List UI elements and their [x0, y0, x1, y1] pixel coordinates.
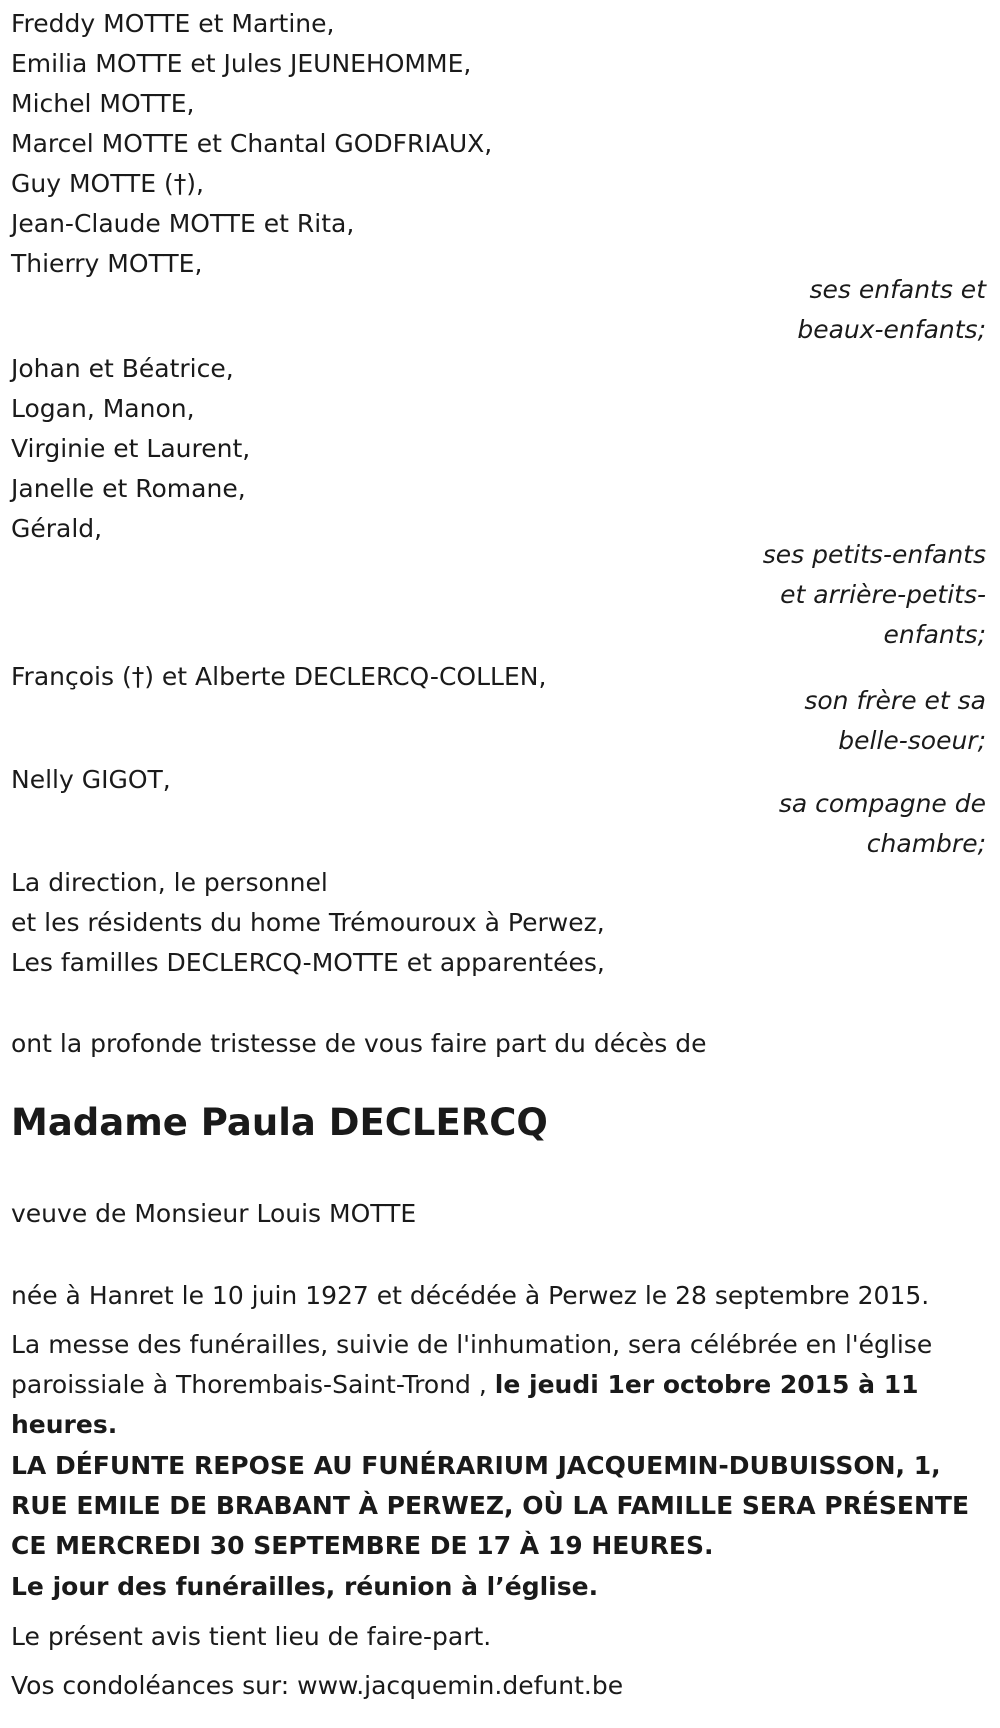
relation-line: ses enfants et: [809, 275, 986, 304]
relation-line: beaux-enfants;: [797, 315, 986, 344]
deceased-name: Madame Paula DECLERCQ: [11, 1101, 548, 1144]
list-item: Les familles DECLERCQ-MOTTE et apparentées,: [11, 948, 605, 977]
relation-line: ses petits-enfants: [762, 540, 986, 569]
grandchildren-list: [11, 349, 891, 549]
list-item: Emilia MOTTE et Jules JEUNEHOMME,: [11, 49, 472, 78]
list-item: Jean-Claude MOTTE et Rita,: [11, 209, 355, 238]
list-item: Thierry MOTTE,: [11, 249, 203, 278]
list-item: Johan et Béatrice,: [11, 354, 234, 383]
roommate-relation: [666, 784, 986, 864]
list-item: Marcel MOTTE et Chantal GODFRIAUX,: [11, 129, 493, 158]
list-item: François (†) et Alberte DECLERCQ-COLLEN,: [11, 662, 547, 691]
birth-death-text: née à Hanret le 10 juin 1927 et décédée à Perwez le 28 septembre 2015.: [11, 1281, 930, 1310]
grandchildren-relation: [666, 535, 986, 655]
list-item: Michel MOTTE,: [11, 89, 195, 118]
funeral-text: [11, 1325, 986, 1445]
relation-line: chambre;: [866, 829, 986, 858]
list-item: La direction, le personnel: [11, 868, 328, 897]
funeral-date: le jeudi 1er octobre 2015 à 11 heures.: [11, 1370, 919, 1439]
list-item: Virginie et Laurent,: [11, 434, 251, 463]
siblings-relation: [666, 681, 986, 761]
relation-line: son frère et sa: [804, 686, 986, 715]
notice-text: Le présent avis tient lieu de faire-part.: [11, 1622, 492, 1651]
others-list: [11, 863, 891, 983]
condolences-text: Vos condoléances sur: www.jacquemin.defunt.be: [11, 1671, 624, 1700]
meeting-text: Le jour des funérailles, réunion à l’église.: [11, 1572, 599, 1601]
widow-of-text: veuve de Monsieur Louis MOTTE: [11, 1199, 417, 1228]
children-list: [11, 4, 891, 284]
list-item: Janelle et Romane,: [11, 474, 246, 503]
relation-line: sa compagne de: [778, 789, 986, 818]
list-item: et les résidents du home Trémouroux à Perwez,: [11, 908, 605, 937]
announcement-text: ont la profonde tristesse de vous faire part du décès de: [11, 1029, 707, 1058]
relation-line: enfants;: [883, 620, 986, 649]
viewing-text: LA DÉFUNTE REPOSE AU FUNÉRARIUM JACQUEMIN-DUBUISSON, 1, RUE EMILE DE BRABANT À PERWEZ, OÙ LA FAMILLE SERA PRÉSENTE CE MERCREDI 30 SEPTEMBRE DE 17 À 19 HEURES.: [11, 1451, 970, 1560]
list-item: Nelly GIGOT,: [11, 765, 171, 794]
relation-line: belle-soeur;: [838, 726, 986, 755]
list-item: Gérald,: [11, 514, 103, 543]
list-item: Logan, Manon,: [11, 394, 195, 423]
list-item: Freddy MOTTE et Martine,: [11, 9, 335, 38]
children-relation: [666, 270, 986, 350]
relation-line: et arrière-petits-: [780, 580, 986, 609]
list-item: Guy MOTTE (†),: [11, 169, 205, 198]
funeral-description: La messe des funérailles, suivie de l'inhumation, sera célébrée en l'église paroissiale à Thorembais-Saint-Trond ,: [11, 1330, 933, 1399]
